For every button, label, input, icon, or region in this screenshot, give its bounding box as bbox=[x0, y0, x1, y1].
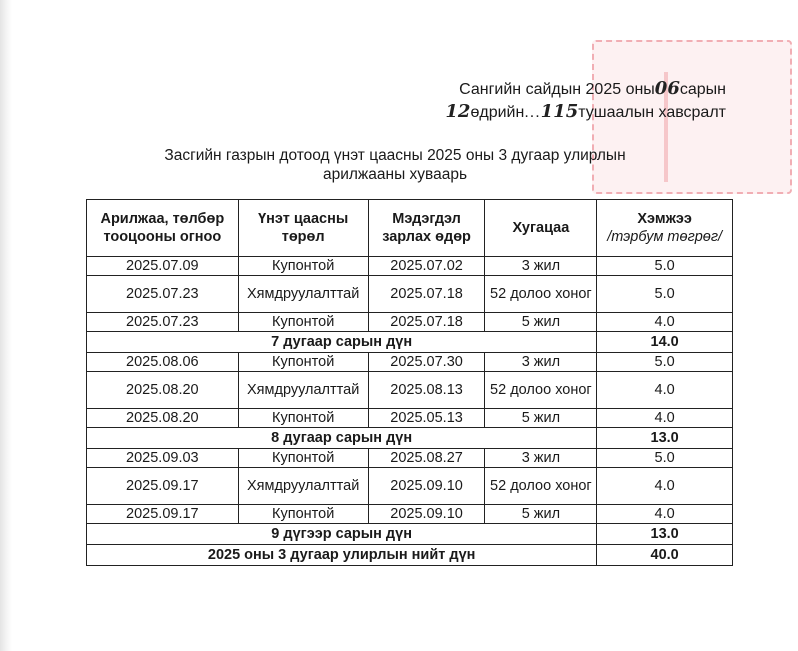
auction-schedule-table bbox=[86, 199, 733, 566]
cell-announce: 2025.09.10 bbox=[368, 468, 485, 505]
september-total-row bbox=[87, 524, 733, 545]
cell-type: Хямдруулалттай bbox=[238, 468, 368, 505]
july-total-label: 7 дугаар сарын дүн bbox=[87, 332, 597, 353]
table-row bbox=[87, 372, 733, 409]
cell-term: 5 жил bbox=[485, 505, 597, 524]
cell-announce: 2025.07.18 bbox=[368, 276, 485, 313]
cell-announce: 2025.07.02 bbox=[368, 257, 485, 276]
handwritten-order-number: 115 bbox=[540, 101, 579, 122]
cell-type: Купонтой bbox=[238, 409, 368, 428]
cell-type: Купонтой bbox=[238, 257, 368, 276]
table-row bbox=[87, 449, 733, 468]
table-row bbox=[87, 257, 733, 276]
september-total-value: 13.0 bbox=[597, 524, 733, 545]
header-announce: Мэдэгдэл зарлах өдөр bbox=[368, 200, 485, 257]
cell-size: 5.0 bbox=[597, 276, 733, 313]
cell-type: Хямдруулалттай bbox=[238, 372, 368, 409]
cell-term: 3 жил bbox=[485, 353, 597, 372]
appendix-note bbox=[445, 78, 726, 124]
cell-announce: 2025.08.27 bbox=[368, 449, 485, 468]
appendix-prefix: Сангийн сайдын 2025 оны bbox=[459, 81, 655, 98]
cell-announce: 2025.05.13 bbox=[368, 409, 485, 428]
cell-type: Купонтой bbox=[238, 505, 368, 524]
cell-term: 52 долоо хоног bbox=[485, 468, 597, 505]
appendix-dots: ... bbox=[524, 104, 541, 121]
cell-size: 4.0 bbox=[597, 313, 733, 332]
cell-term: 5 жил bbox=[485, 409, 597, 428]
cell-size: 4.0 bbox=[597, 372, 733, 409]
cell-type: Купонтой bbox=[238, 353, 368, 372]
table-row bbox=[87, 276, 733, 313]
cell-announce: 2025.07.30 bbox=[368, 353, 485, 372]
cell-type: Хямдруулалттай bbox=[238, 276, 368, 313]
header-size bbox=[597, 200, 733, 257]
cell-date: 2025.09.03 bbox=[87, 449, 239, 468]
cell-term: 3 жил bbox=[485, 257, 597, 276]
cell-date: 2025.07.09 bbox=[87, 257, 239, 276]
cell-size: 4.0 bbox=[597, 505, 733, 524]
cell-size: 5.0 bbox=[597, 353, 733, 372]
cell-size: 5.0 bbox=[597, 257, 733, 276]
cell-date: 2025.09.17 bbox=[87, 468, 239, 505]
july-total-row bbox=[87, 332, 733, 353]
cell-date: 2025.08.20 bbox=[87, 372, 239, 409]
appendix-line-1 bbox=[445, 78, 726, 101]
cell-term: 52 долоо хоног bbox=[485, 372, 597, 409]
table-row bbox=[87, 353, 733, 372]
cell-announce: 2025.08.13 bbox=[368, 372, 485, 409]
cell-size: 5.0 bbox=[597, 449, 733, 468]
grand-total-label: 2025 оны 3 дугаар улирлын нийт дүн bbox=[87, 545, 597, 566]
table-header-row bbox=[87, 200, 733, 257]
cell-size: 4.0 bbox=[597, 468, 733, 505]
appendix-line-2 bbox=[445, 101, 726, 124]
header-date: Арилжаа, төлбөр тооцооны огноо bbox=[87, 200, 239, 257]
header-size-unit: /тэрбум төгрөг/ bbox=[607, 229, 723, 245]
august-total-label: 8 дугаар сарын дүн bbox=[87, 428, 597, 449]
august-total-row bbox=[87, 428, 733, 449]
handwritten-month: 06 bbox=[654, 78, 680, 99]
cell-date: 2025.07.23 bbox=[87, 276, 239, 313]
appendix-day-word: өдрийн bbox=[470, 104, 525, 121]
cell-type: Купонтой bbox=[238, 449, 368, 468]
july-total-value: 14.0 bbox=[597, 332, 733, 353]
cell-type: Купонтой bbox=[238, 313, 368, 332]
cell-announce: 2025.09.10 bbox=[368, 505, 485, 524]
appendix-order-suffix: тушаалын хавсралт bbox=[578, 104, 726, 121]
table-row bbox=[87, 409, 733, 428]
grand-total-row bbox=[87, 545, 733, 566]
grand-total-value: 40.0 bbox=[597, 545, 733, 566]
cell-term: 3 жил bbox=[485, 449, 597, 468]
cell-date: 2025.09.17 bbox=[87, 505, 239, 524]
cell-size: 4.0 bbox=[597, 409, 733, 428]
cell-date: 2025.08.20 bbox=[87, 409, 239, 428]
handwritten-day: 12 bbox=[445, 101, 471, 122]
september-total-label: 9 дүгээр сарын дүн bbox=[87, 524, 597, 545]
scan-edge-shadow bbox=[0, 0, 12, 651]
header-size-label: Хэмжээ bbox=[637, 211, 692, 227]
document-title bbox=[135, 146, 655, 184]
table-row bbox=[87, 505, 733, 524]
cell-announce: 2025.07.18 bbox=[368, 313, 485, 332]
cell-date: 2025.08.06 bbox=[87, 353, 239, 372]
title-line-2: арилжааны хуваарь bbox=[322, 166, 468, 183]
cell-term: 52 долоо хоног bbox=[485, 276, 597, 313]
cell-term: 5 жил bbox=[485, 313, 597, 332]
august-total-value: 13.0 bbox=[597, 428, 733, 449]
cell-date: 2025.07.23 bbox=[87, 313, 239, 332]
header-term: Хугацаа bbox=[485, 200, 597, 257]
table-row bbox=[87, 468, 733, 505]
title-line-1: Засгийн газрын дотоод үнэт цаасны 2025 оны 3 дугаар улирлын bbox=[164, 147, 626, 164]
header-type: Үнэт цаасны төрөл bbox=[238, 200, 368, 257]
appendix-month-suffix: сарын bbox=[679, 81, 726, 98]
table-row bbox=[87, 313, 733, 332]
